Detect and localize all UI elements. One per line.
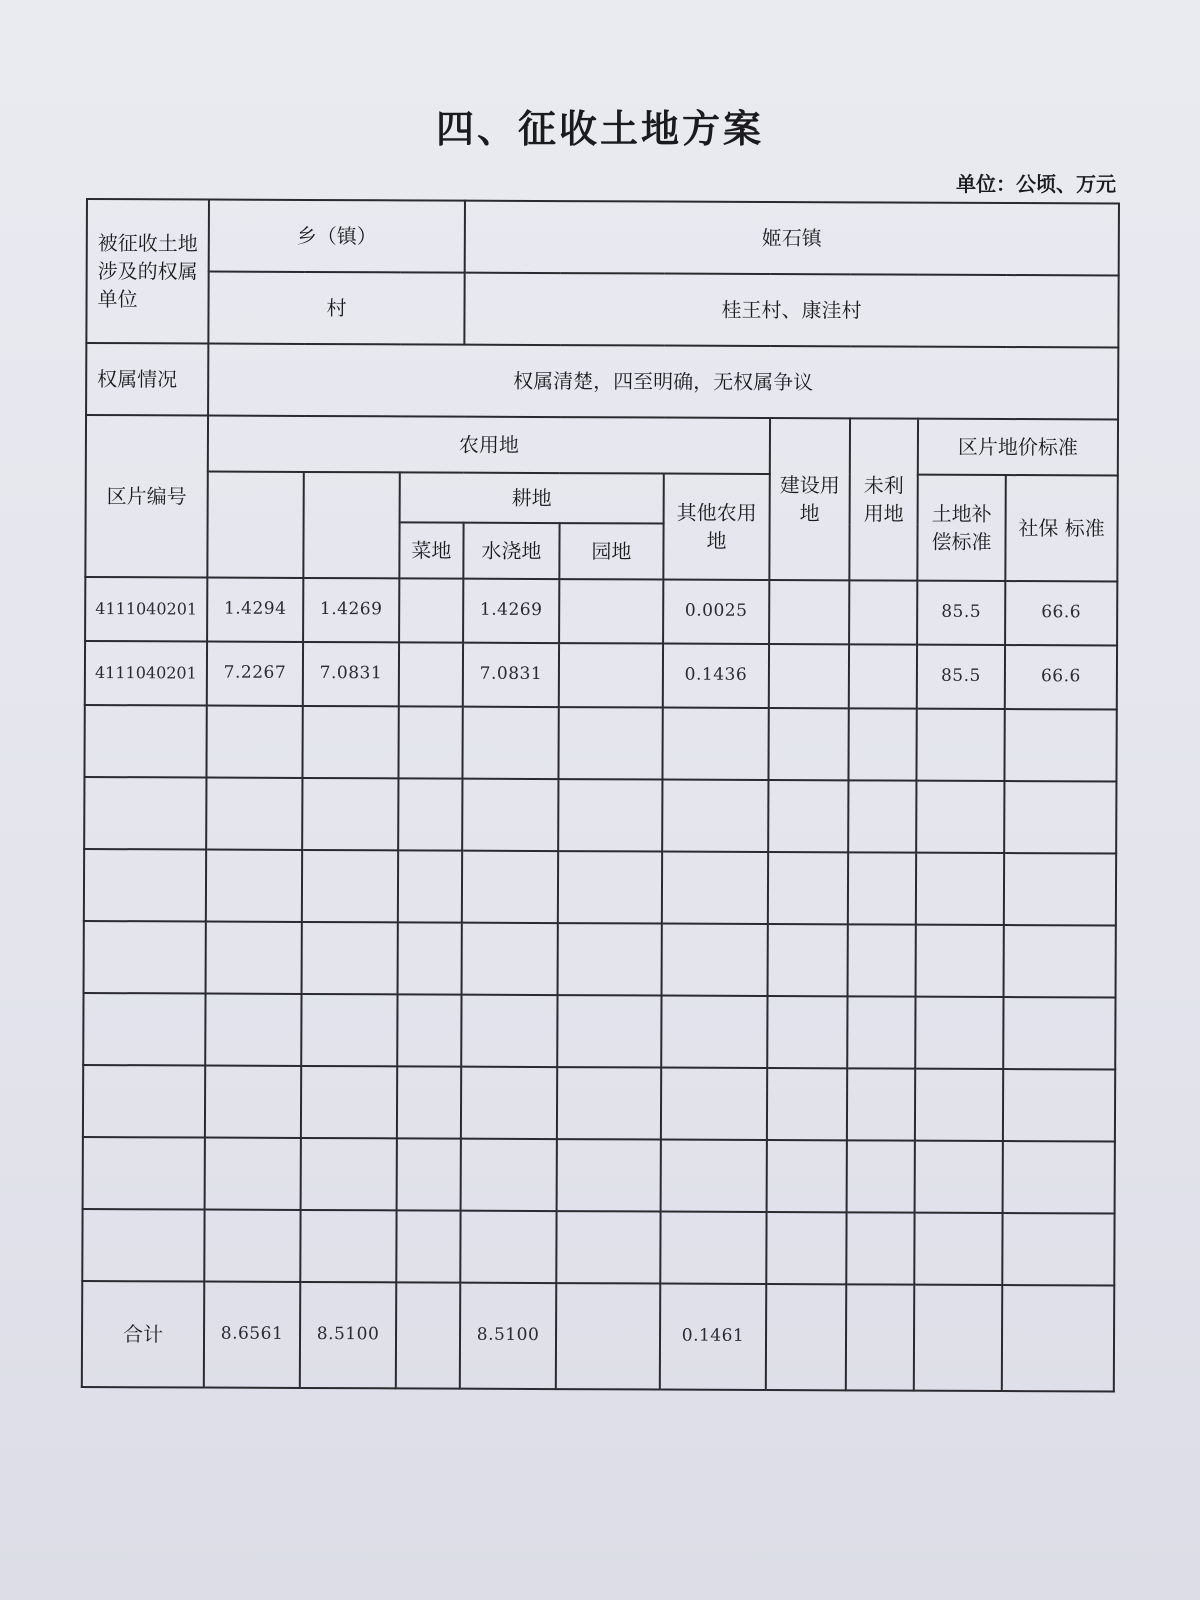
cell-vegetable <box>397 1066 461 1138</box>
header-unused: 未利用地 <box>849 418 918 580</box>
cell-agri-total <box>205 1138 301 1210</box>
cell-vegetable <box>396 1210 460 1282</box>
cell-cult-total: 7.0831 <box>303 642 399 706</box>
cell-agri-total <box>206 706 302 778</box>
cell-block-no <box>83 1137 205 1210</box>
cell-unused <box>848 780 916 852</box>
cell-construction <box>768 708 848 780</box>
header-other-agri: 其他农用地 <box>663 474 769 580</box>
cell-other-agri <box>662 708 768 780</box>
header-cult-total <box>303 472 399 578</box>
cell-other-agri <box>661 996 767 1068</box>
cell-irrigated <box>461 1067 557 1139</box>
cell-land-comp <box>916 925 1004 997</box>
cell-construction <box>769 644 849 708</box>
cell-agri-total <box>204 1210 300 1282</box>
cell-construction <box>768 780 848 852</box>
cell-irrigated <box>461 995 557 1067</box>
cell-agri-total <box>206 922 302 994</box>
cell-irrigated <box>461 1139 557 1211</box>
ownership-status-value: 权属清楚，四至明确，无权属争议 <box>208 344 1118 420</box>
cell-irrigated <box>462 707 558 779</box>
cell-construction <box>768 924 848 996</box>
cell-social-security: 66.6 <box>1005 581 1117 645</box>
cell-irrigated <box>462 779 558 851</box>
cell-agri-total: 1.4294 <box>207 578 303 642</box>
header-price-std: 区片地价标准 <box>918 419 1118 476</box>
total-garden <box>556 1283 660 1389</box>
cell-land-comp <box>915 1069 1003 1141</box>
cell-irrigated <box>462 923 558 995</box>
cell-block-no: 4111040201 <box>85 641 207 706</box>
table-row <box>83 1137 1115 1214</box>
cell-other-agri <box>662 852 768 924</box>
header-cultivated: 耕地 <box>400 472 664 523</box>
total-agri: 8.6561 <box>204 1282 300 1388</box>
cell-unused <box>848 924 916 996</box>
cell-agri-total <box>206 850 302 922</box>
cell-land-comp <box>915 1141 1003 1213</box>
table-row <box>85 641 1117 710</box>
cell-unused <box>846 1212 914 1284</box>
cell-irrigated <box>460 1211 556 1283</box>
header-garden: 园地 <box>559 523 663 579</box>
cell-land-comp <box>914 1213 1002 1285</box>
cell-social-security <box>1002 1213 1114 1285</box>
cell-unused <box>848 708 916 780</box>
ownership-status-label: 权属情况 <box>86 343 208 416</box>
cell-vegetable <box>399 642 463 706</box>
cell-construction <box>767 1140 847 1212</box>
cell-agri-total: 7.2267 <box>207 642 303 706</box>
cell-construction <box>768 852 848 924</box>
cell-agri-total <box>205 1066 301 1138</box>
total-land-comp <box>914 1285 1002 1391</box>
header-vegetable: 菜地 <box>399 522 463 578</box>
cell-construction <box>767 996 847 1068</box>
cell-unused <box>847 996 915 1068</box>
cell-block-no <box>82 1209 204 1282</box>
table-row <box>84 777 1116 854</box>
ownership-unit-label: 被征收土地涉及的权属单位 <box>86 199 209 344</box>
cell-block-no <box>83 1065 205 1138</box>
cell-social-security <box>1003 997 1115 1069</box>
cell-unused <box>847 1140 915 1212</box>
cell-vegetable <box>397 1138 461 1210</box>
cell-construction <box>766 1212 846 1284</box>
cell-other-agri <box>662 780 768 852</box>
table-row <box>84 849 1116 926</box>
cell-unused <box>849 580 917 644</box>
cell-land-comp <box>916 781 1004 853</box>
cell-cult-total <box>302 922 398 994</box>
cell-unused <box>847 1068 915 1140</box>
cell-vegetable <box>399 578 463 642</box>
cell-cult-total <box>301 1138 397 1210</box>
cell-social-security <box>1004 781 1116 853</box>
cell-block-no <box>84 849 206 922</box>
cell-irrigated: 7.0831 <box>463 643 559 707</box>
cell-irrigated: 1.4269 <box>463 579 559 643</box>
cell-garden <box>556 1211 660 1283</box>
cell-agri-total <box>206 778 302 850</box>
table-row <box>82 1209 1114 1286</box>
cell-land-comp <box>915 997 1003 1069</box>
cell-unused <box>849 644 917 708</box>
table-row <box>83 1065 1115 1142</box>
page-title: 四、征收土地方案 <box>435 107 764 151</box>
cell-land-comp: 85.5 <box>917 581 1005 645</box>
cell-cult-total <box>302 778 398 850</box>
cell-block-no: 4111040201 <box>85 577 207 642</box>
cell-irrigated <box>462 851 558 923</box>
data-rows <box>82 577 1117 1285</box>
cell-land-comp <box>916 853 1004 925</box>
cell-garden <box>557 1067 661 1139</box>
cell-vegetable <box>398 922 462 994</box>
cell-social-security <box>1004 853 1116 925</box>
cell-garden <box>557 1139 661 1211</box>
land-acquisition-table <box>81 198 1120 1393</box>
cell-cult-total <box>301 994 397 1066</box>
cell-cult-total <box>301 1066 397 1138</box>
cell-unused <box>848 852 916 924</box>
table-row <box>84 921 1116 998</box>
header-agri-land: 农用地 <box>208 416 770 474</box>
cell-social-security <box>1004 709 1116 781</box>
cell-garden <box>558 707 662 779</box>
table-row <box>83 993 1115 1070</box>
cell-other-agri <box>662 924 768 996</box>
cell-land-comp: 85.5 <box>917 645 1005 709</box>
cell-land-comp <box>916 709 1004 781</box>
total-other-agri: 0.1461 <box>660 1284 766 1390</box>
cell-other-agri <box>661 1140 767 1212</box>
cell-garden <box>558 779 662 851</box>
cell-garden <box>557 995 661 1067</box>
cell-construction <box>767 1068 847 1140</box>
cell-cult-total <box>300 1210 396 1282</box>
cell-social-security <box>1003 1069 1115 1141</box>
total-irrigated: 8.5100 <box>460 1283 556 1389</box>
header-agri-total <box>207 472 303 578</box>
header-construction: 建设用地 <box>769 418 850 580</box>
cell-other-agri: 0.1436 <box>663 644 769 708</box>
header-irrigated: 水浇地 <box>463 523 559 579</box>
cell-other-agri <box>660 1212 766 1284</box>
cell-block-no <box>84 705 206 778</box>
cell-other-agri: 0.0025 <box>663 580 769 644</box>
cell-social-security <box>1004 925 1116 997</box>
cell-block-no <box>84 777 206 850</box>
total-cultivated: 8.5100 <box>300 1282 396 1388</box>
village-value: 桂王村、康洼村 <box>464 273 1118 348</box>
table-row <box>85 577 1117 646</box>
town-value: 姬石镇 <box>465 201 1119 276</box>
table-row <box>84 705 1116 782</box>
total-label: 合计 <box>82 1281 204 1388</box>
total-vegetable <box>396 1282 460 1388</box>
header-block-no: 区片编号 <box>85 415 208 578</box>
cell-vegetable <box>397 994 461 1066</box>
cell-agri-total <box>205 994 301 1066</box>
cell-construction <box>769 580 849 644</box>
total-unused <box>846 1284 914 1390</box>
header-social-security: 社保 标准 <box>1005 475 1117 581</box>
cell-cult-total <box>302 706 398 778</box>
header-land-comp: 土地补偿标准 <box>917 475 1005 581</box>
cell-cult-total: 1.4269 <box>303 578 399 642</box>
town-label: 乡（镇） <box>209 200 465 273</box>
cell-vegetable <box>398 778 462 850</box>
cell-vegetable <box>398 850 462 922</box>
cell-garden <box>558 851 662 923</box>
cell-social-security: 66.6 <box>1005 645 1117 709</box>
cell-cult-total <box>302 850 398 922</box>
total-social-security <box>1002 1285 1114 1391</box>
unit-note: 单位：公顷、万元 <box>956 172 1116 196</box>
cell-block-no <box>84 921 206 994</box>
cell-garden <box>559 643 663 707</box>
cell-other-agri <box>661 1068 767 1140</box>
total-construction <box>766 1284 846 1390</box>
cell-garden <box>559 579 663 643</box>
village-label: 村 <box>208 272 464 345</box>
cell-garden <box>558 923 662 995</box>
cell-block-no <box>83 993 205 1066</box>
cell-social-security <box>1003 1141 1115 1213</box>
cell-vegetable <box>398 706 462 778</box>
